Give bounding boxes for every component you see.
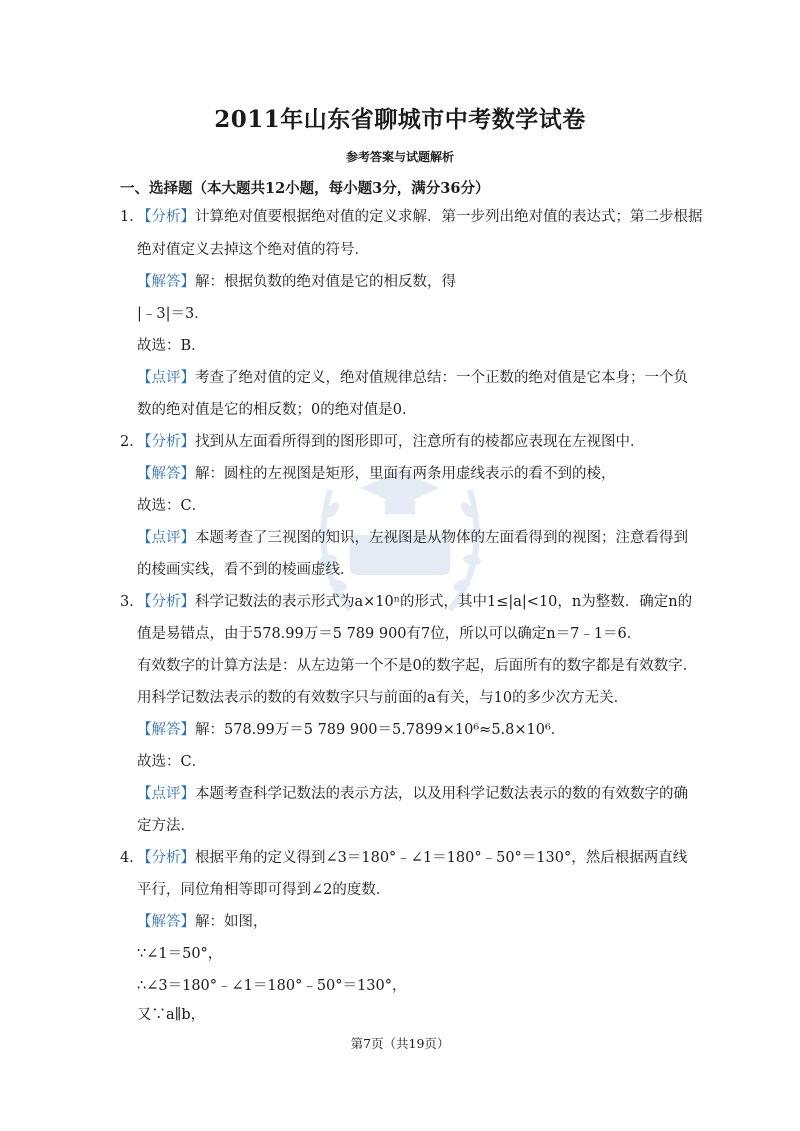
text-line [137,240,369,260]
tag-label: 【分析】 [137,594,195,610]
text-line [137,272,456,292]
tag-label: 【分析】 [137,850,195,866]
page-title: 2011年山东省聊城市中考数学试卷 [214,106,586,133]
tag-label: 【点评】 [137,530,195,546]
line-text: 考查了绝对值的定义，绝对值规律总结：一个正数的绝对值是它本身；一个负 [195,370,688,386]
section-heading: 一、选择题（本大题共12小题，每小题3分，满分36分） [120,180,490,197]
line-text: 本题考查了三视图的知识，左视图是从物体的左面看得到的视图；注意看得到 [195,530,688,546]
line-text: 故选：C． [137,754,207,770]
line-text: 本题考查科学记数法的表示方法，以及用科学记数法表示的数的有效数字的确 [195,786,688,802]
page-footer: 第7页（共19页） [350,1036,450,1051]
text-line [137,912,268,932]
line-text: 计算绝对值要根据绝对值的定义求解．第一步列出绝对值的表达式；第二步根据 [195,209,703,225]
tag-label: 【解答】 [137,274,195,290]
page-subtitle: 参考答案与试题解析 [345,150,454,164]
text-line [137,368,688,388]
text-line [137,784,688,804]
text-line [137,496,206,516]
text-line [137,1005,205,1025]
problem-number: 4． [120,850,144,866]
tag-label: 【解答】 [137,914,195,930]
text-line [137,720,565,740]
line-text: 解：578.99万＝5 789 900＝5.7899×10⁶≈5.8×10⁶． [195,722,566,738]
text-line [137,400,416,420]
text-line [137,592,692,612]
text-line [137,976,406,996]
text-line [137,656,697,676]
line-text: 根据平角的定义得到∠3＝180°﹣∠1＝180°﹣50°＝130°，然后根据两直线 [195,850,688,866]
tag-label: 【分析】 [137,209,195,225]
line-text: ∵∠1＝50°， [137,946,223,962]
text-line [137,560,355,580]
line-text: 找到从左面看所得到的图形即可，注意所有的棱都应表现在左视图中． [195,434,645,450]
line-text: 有效数字的计算方法是：从左边第一个不是0的数字起，后面所有的数字都是有效数字． [137,658,698,674]
line-text: |﹣3|＝3． [137,306,209,322]
line-text: 故选：B． [137,338,206,354]
problem-number: 2． [120,434,144,450]
line-text: ∴∠3＝180°﹣∠1＝180°﹣50°＝130°， [137,978,407,994]
line-text: 科学记数法的表示形式为a×10ⁿ的形式，其中1≤|a|<10，n为整数．确定n的 [195,594,693,610]
line-text: 用科学记数法表示的数的有效数字只与前面的a有关，与10的多少次方无关． [137,690,629,706]
text-line [137,528,688,548]
tag-label: 【解答】 [137,722,195,738]
text-line [137,688,628,708]
line-text: 解：圆柱的左视图是矩形，里面有两条用虚线表示的看不到的棱， [195,466,616,482]
line-text: 又∵a∥b， [137,1007,206,1023]
line-text: 平行，同位角相等即可得到∠2的度数． [137,882,391,898]
line-text: 数的绝对值是它的相反数；0的绝对值是0． [137,402,417,418]
text-line [137,207,703,227]
line-text: 解：如图， [195,914,268,930]
text-line [137,464,616,484]
problem-number: 3． [120,594,144,610]
tag-label: 【点评】 [137,370,195,386]
text-line [137,944,222,964]
tag-label: 【点评】 [137,786,195,802]
text-line [137,816,195,836]
line-text: 故选：C． [137,498,207,514]
line-text: 的棱画实线，看不到的棱画虚线． [137,562,355,578]
line-text: 值是易错点，由于578.99万＝5 789 900有7位，所以可以确定n＝7﹣1＝6． [137,626,642,642]
tag-label: 【分析】 [137,434,195,450]
line-text: 解：根据负数的绝对值是它的相反数，得 [195,274,456,290]
tag-label: 【解答】 [137,466,195,482]
text-line [137,304,209,324]
text-line [137,880,390,900]
text-line [137,432,645,452]
text-line [137,752,206,772]
text-line [137,624,641,644]
line-text: 绝对值定义去掉这个绝对值的符号． [137,242,369,258]
text-line [137,848,687,868]
line-text: 定方法． [137,818,195,834]
text-line [137,336,206,356]
problem-number: 1． [120,209,144,225]
